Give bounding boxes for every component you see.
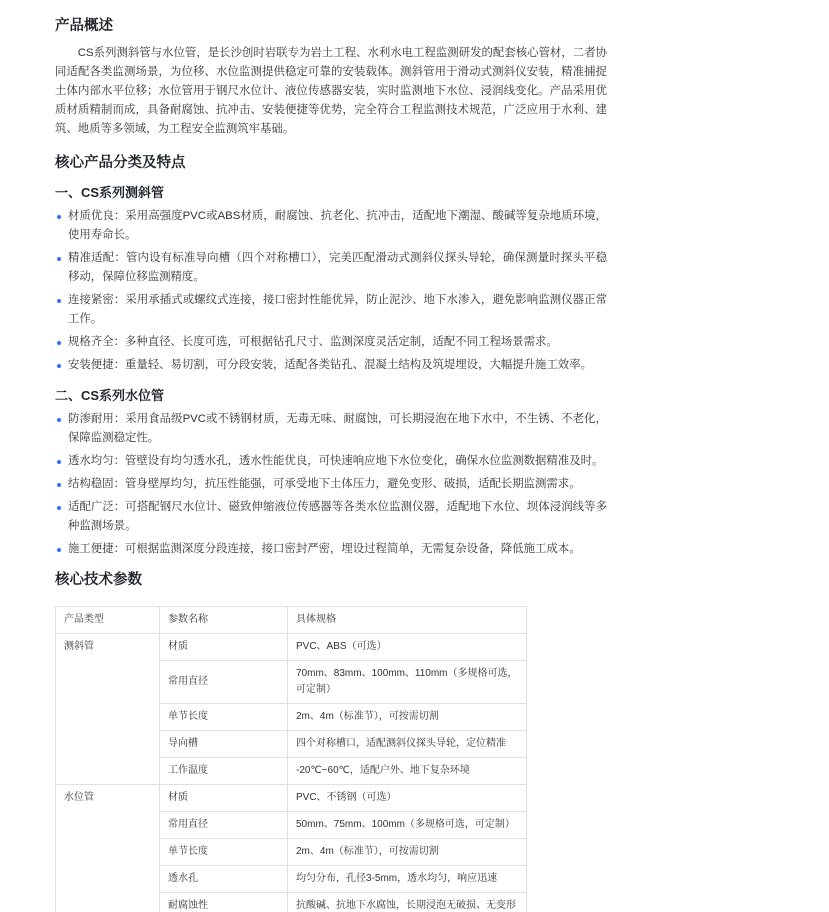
bullet-dot-icon bbox=[57, 460, 61, 464]
table-row bbox=[56, 634, 527, 661]
table-header-row bbox=[56, 607, 527, 634]
param-name-cell: 常用直径 bbox=[160, 661, 288, 704]
table-header-param-name: 参数名称 bbox=[160, 607, 288, 634]
param-name-cell: 单节长度 bbox=[160, 704, 288, 731]
param-name-cell: 材质 bbox=[160, 634, 288, 661]
param-value-cell: PVC、ABS（可选） bbox=[288, 634, 527, 661]
param-value-cell: 四个对称槽口，适配测斜仪探头导轮，定位精准 bbox=[288, 731, 527, 758]
parameters-table bbox=[55, 606, 527, 912]
param-value-cell: 70mm、83mm、100mm、110mm（多规格可选，可定制） bbox=[288, 661, 527, 704]
param-value-cell: 均匀分布，孔径3-5mm，透水均匀，响应迅速 bbox=[288, 866, 527, 893]
param-name-cell: 常用直径 bbox=[160, 812, 288, 839]
inclinometer-feature-list bbox=[55, 207, 607, 375]
feature-item bbox=[55, 475, 607, 494]
feature-text: 安装便捷：重量轻、易切割，可分段安装，适配各类钻孔、混凝土结构及筑堤埋设，大幅提升施工效率。 bbox=[68, 359, 592, 371]
param-value-cell: 2m、4m（标准节），可按需切割 bbox=[288, 704, 527, 731]
bullet-dot-icon bbox=[57, 257, 61, 261]
param-name-cell: 单节长度 bbox=[160, 839, 288, 866]
feature-text: 材质优良：采用高强度PVC或ABS材质，耐腐蚀、抗老化、抗冲击，适配地下潮湿、酸碱等复杂地质环境，使用寿命长。 bbox=[68, 210, 607, 241]
bullet-dot-icon bbox=[57, 364, 61, 368]
bullet-dot-icon bbox=[57, 341, 61, 345]
product-type-cell-inclinometer: 测斜管 bbox=[56, 634, 160, 785]
bullet-dot-icon bbox=[57, 483, 61, 487]
param-value-cell: PVC、不锈钢（可选） bbox=[288, 785, 527, 812]
feature-text: 精准适配：管内设有标准导向槽（四个对称槽口），完美匹配滑动式测斜仪探头导轮，确保测量时探头平稳移动，保障位移监测精度。 bbox=[68, 252, 607, 283]
param-value-cell: 抗酸碱、抗地下水腐蚀，长期浸泡无破损、无变形 bbox=[288, 893, 527, 912]
water-level-feature-list bbox=[55, 410, 607, 559]
feature-item bbox=[55, 207, 607, 245]
table-row bbox=[56, 785, 527, 812]
inclinometer-subheading: 一、CS系列测斜管 bbox=[55, 185, 165, 200]
overview-heading: 产品概述 bbox=[55, 18, 113, 34]
feature-text: 适配广泛：可搭配钢尺水位计、磁致伸缩液位传感器等各类水位监测仪器，适配地下水位、坝体浸润线等多种监测场景。 bbox=[68, 501, 607, 532]
param-name-cell: 导向槽 bbox=[160, 731, 288, 758]
feature-text: 结构稳固：管身壁厚均匀，抗压性能强，可承受地下土体压力，避免变形、破损，适配长期监测需求。 bbox=[68, 478, 581, 490]
feature-text: 防渗耐用：采用食品级PVC或不锈钢材质，无毒无味、耐腐蚀，可长期浸泡在地下水中，不生锈、不老化，保障监测稳定性。 bbox=[68, 413, 607, 444]
table-header-product-type: 产品类型 bbox=[56, 607, 160, 634]
bullet-dot-icon bbox=[57, 418, 61, 422]
product-type-cell-water-level: 水位管 bbox=[56, 785, 160, 912]
feature-text: 透水均匀：管壁设有均匀透水孔，透水性能优良，可快速响应地下水位变化，确保水位监测数据精准及时。 bbox=[68, 455, 604, 467]
param-name-cell: 工作温度 bbox=[160, 758, 288, 785]
bullet-dot-icon bbox=[57, 506, 61, 510]
feature-item bbox=[55, 452, 607, 471]
feature-item bbox=[55, 356, 607, 375]
bullet-dot-icon bbox=[57, 299, 61, 303]
param-value-cell: 50mm、75mm、100mm（多规格可选，可定制） bbox=[288, 812, 527, 839]
table-header-spec: 具体规格 bbox=[288, 607, 527, 634]
param-value-cell: -20℃~60℃，适配户外、地下复杂环境 bbox=[288, 758, 527, 785]
overview-paragraph: CS系列测斜管与水位管，是长沙创时岩联专为岩土工程、水利水电工程监测研发的配套核心管材，二者协同适配各类监测场景，为位移、水位监测提供稳定可靠的安装载体。测斜管用于滑动式测斜仪安装，精准捕捉土体内部水平位移；水位管用于钢尺水位计、液位传感器安装，实时监测地下水位、浸润线变化。产品采用优质材质精制而成，具备耐腐蚀、抗冲击、安装便捷等优势，完全符合工程监测技术规范，广泛应用于水利、建筑、地质等多领域，为工程安全监测筑牢基础。 bbox=[55, 47, 607, 135]
feature-item bbox=[55, 291, 607, 329]
param-name-cell: 透水孔 bbox=[160, 866, 288, 893]
feature-text: 规格齐全：多种直径、长度可选，可根据钻孔尺寸、监测深度灵活定制，适配不同工程场景需求。 bbox=[68, 336, 558, 348]
feature-text: 施工便捷：可根据监测深度分段连接，接口密封严密，埋设过程简单，无需复杂设备，降低施工成本。 bbox=[68, 543, 581, 555]
bullet-dot-icon bbox=[57, 548, 61, 552]
feature-item bbox=[55, 498, 607, 536]
water-level-subheading: 二、CS系列水位管 bbox=[55, 388, 165, 403]
feature-item bbox=[55, 410, 607, 448]
feature-item bbox=[55, 249, 607, 287]
param-name-cell: 材质 bbox=[160, 785, 288, 812]
feature-item bbox=[55, 333, 607, 352]
bullet-dot-icon bbox=[57, 215, 61, 219]
feature-text: 连接紧密：采用承插式或螺纹式连接，接口密封性能优异，防止泥沙、地下水渗入，避免影响监测仪器正常工作。 bbox=[68, 294, 607, 325]
feature-item bbox=[55, 540, 607, 559]
param-name-cell: 耐腐蚀性 bbox=[160, 893, 288, 912]
parameters-heading: 核心技术参数 bbox=[55, 572, 142, 588]
classification-heading: 核心产品分类及特点 bbox=[55, 155, 186, 171]
param-value-cell: 2m、4m（标准节），可按需切割 bbox=[288, 839, 527, 866]
